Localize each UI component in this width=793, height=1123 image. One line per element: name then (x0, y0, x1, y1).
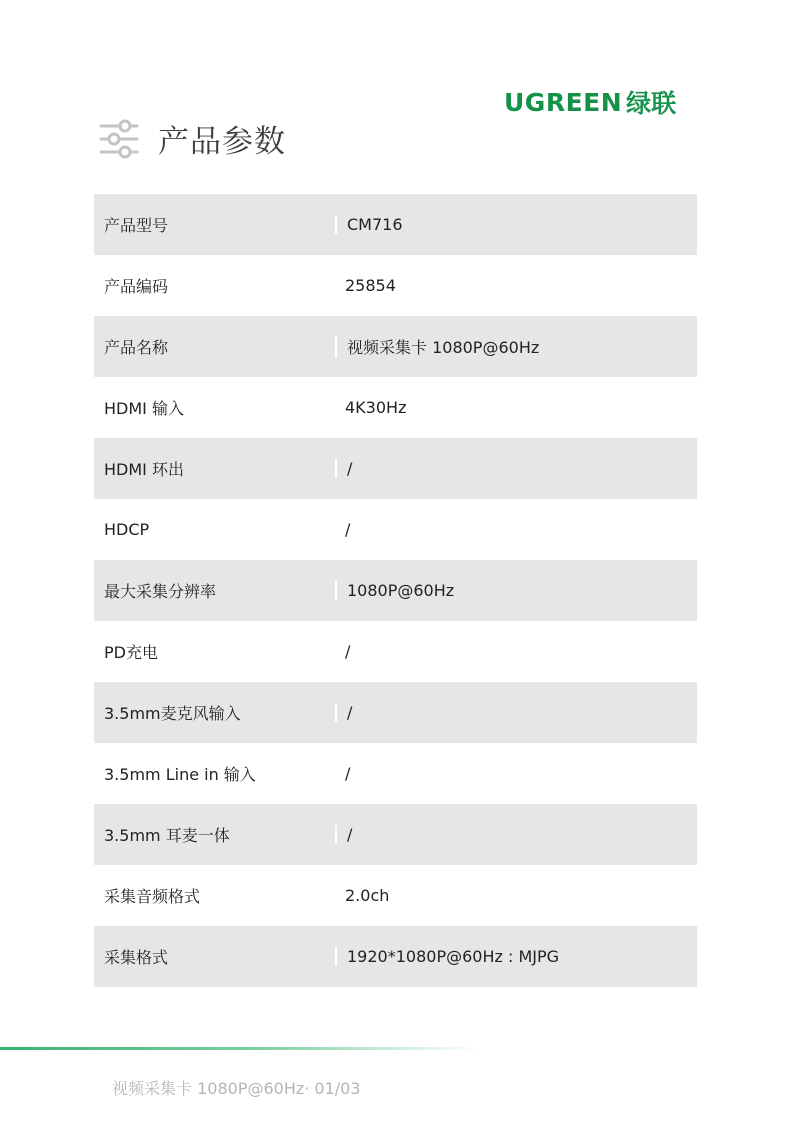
brand-name-latin: UGREEN (504, 87, 623, 117)
spec-label: HDMI 输入 (104, 399, 184, 418)
table-row (94, 743, 697, 804)
table-row (94, 804, 697, 865)
table-row (94, 621, 697, 682)
spec-label: 产品编码 (104, 277, 169, 296)
spec-label: HDMI 环出 (104, 460, 184, 479)
spec-label: 产品型号 (104, 216, 169, 235)
spec-value: 1080P@60Hz (335, 581, 697, 600)
spec-value: / (335, 459, 697, 478)
spec-value: 25854 (345, 276, 396, 295)
spec-value: / (345, 642, 351, 661)
section-title: 产品参数 (158, 124, 286, 160)
footer-divider (0, 1047, 480, 1050)
table-row (94, 926, 697, 987)
spec-label: 采集音频格式 (104, 887, 201, 906)
spec-value: / (335, 703, 697, 722)
table-row (94, 377, 697, 438)
brand-logo (504, 84, 676, 120)
spec-value: / (345, 764, 351, 783)
spec-value: 1920*1080P@60Hz : MJPG (335, 947, 697, 966)
table-row (94, 255, 697, 316)
table-row (94, 682, 697, 743)
spec-label: 3.5mm 耳麦一体 (104, 826, 230, 845)
section-header (98, 116, 286, 161)
spec-label: PD充电 (104, 643, 158, 662)
brand-name-cjk: 绿联 (626, 89, 677, 118)
spec-label: 采集格式 (104, 948, 169, 967)
spec-label: HDCP (104, 520, 150, 539)
spec-value: 4K30Hz (345, 398, 407, 417)
table-row (94, 194, 697, 255)
spec-value: 视频采集卡 1080P@60Hz (335, 335, 697, 358)
table-row (94, 438, 697, 499)
spec-value: / (335, 825, 697, 844)
table-row (94, 316, 697, 377)
spec-label: 3.5mm麦克风输入 (104, 704, 241, 723)
spec-label: 3.5mm Line in 输入 (104, 765, 256, 784)
spec-value: CM716 (335, 215, 697, 234)
footer-page-label: 视频采集卡 1080P@60Hz· 01/03 (112, 1079, 361, 1098)
spec-label: 最大采集分辨率 (104, 582, 217, 601)
spec-value: 2.0ch (345, 886, 390, 905)
table-row (94, 865, 697, 926)
table-row (94, 560, 697, 621)
spec-table (94, 194, 697, 987)
spec-value: / (345, 520, 351, 539)
table-row (94, 499, 697, 560)
spec-label: 产品名称 (104, 338, 169, 357)
sliders-icon (98, 118, 140, 160)
